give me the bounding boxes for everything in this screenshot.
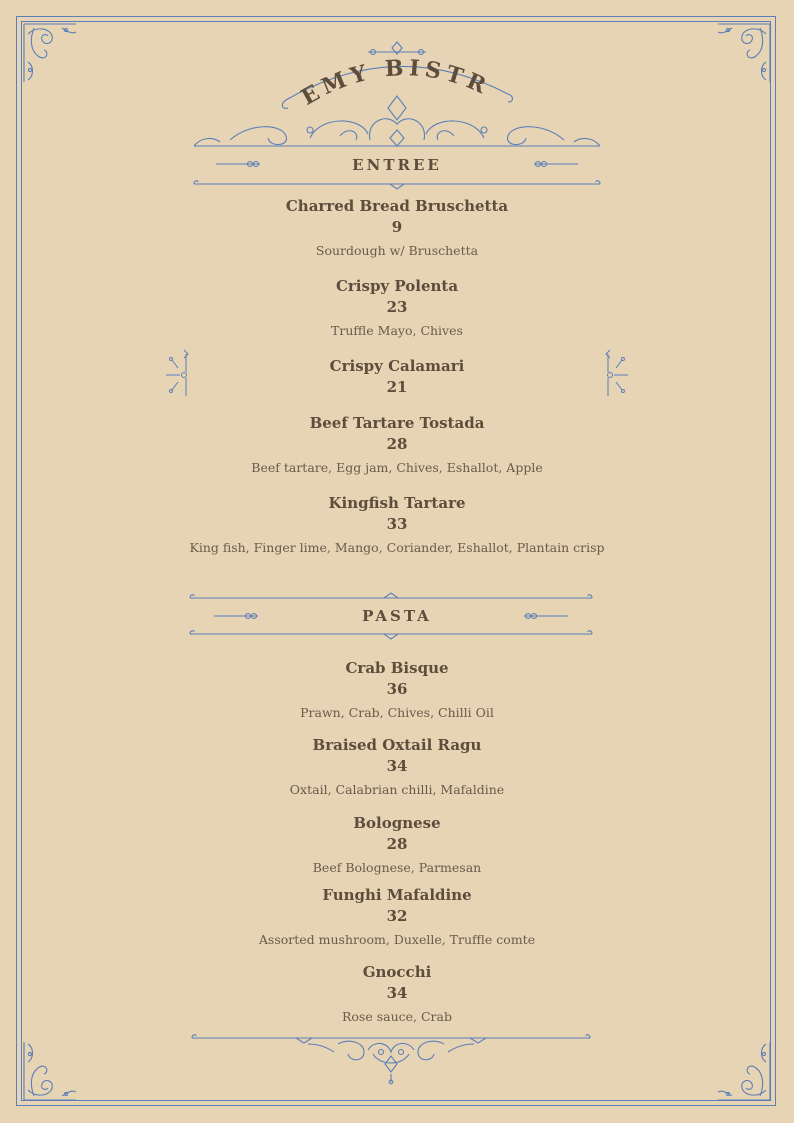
item-name: Bolognese bbox=[353, 814, 441, 832]
item-price: 9 bbox=[391, 218, 403, 236]
item-name: Kingfish Tartare bbox=[328, 494, 466, 512]
corner-ornament-top-right bbox=[716, 22, 772, 84]
menu-item bbox=[0, 196, 794, 260]
item-description: Beef tartare, Egg jam, Chives, Eshallot, Apple bbox=[251, 460, 543, 475]
section-title-entree: ENTREE bbox=[352, 156, 442, 174]
item-price: 32 bbox=[386, 907, 408, 925]
corner-ornament-bottom-right bbox=[716, 1040, 772, 1102]
menu-item bbox=[0, 493, 794, 557]
item-name: Crab Bisque bbox=[345, 659, 449, 677]
item-description: Sourdough w/ Bruschetta bbox=[315, 243, 479, 258]
footer-ornament bbox=[188, 1030, 594, 1086]
item-name: Crispy Polenta bbox=[335, 277, 459, 295]
menu-item bbox=[0, 735, 794, 799]
section-title-pasta: PASTA bbox=[362, 607, 432, 625]
corner-ornament-bottom-left bbox=[22, 1040, 78, 1102]
item-description: Prawn, Crab, Chives, Chilli Oil bbox=[300, 705, 494, 720]
item-price: 23 bbox=[386, 298, 408, 316]
restaurant-name: REMY BISTRO bbox=[177, 18, 495, 111]
item-description: Truffle Mayo, Chives bbox=[331, 323, 463, 338]
menu-item bbox=[0, 962, 794, 1026]
item-price: 28 bbox=[386, 835, 408, 853]
item-name: Funghi Mafaldine bbox=[322, 886, 472, 904]
corner-ornament-top-left bbox=[22, 22, 78, 84]
item-price: 36 bbox=[386, 680, 408, 698]
menu-item bbox=[0, 885, 794, 949]
menu-item bbox=[0, 658, 794, 722]
item-price: 34 bbox=[386, 757, 408, 775]
item-name: Crispy Calamari bbox=[329, 357, 465, 375]
item-description: Rose sauce, Crab bbox=[342, 1009, 452, 1024]
item-price: 21 bbox=[386, 378, 408, 396]
item-description: King fish, Finger lime, Mango, Coriander, Eshallot, Plantain crisp bbox=[189, 540, 605, 555]
menu-item bbox=[0, 356, 794, 397]
item-description: Oxtail, Calabrian chilli, Mafaldine bbox=[289, 782, 505, 797]
item-name: Gnocchi bbox=[362, 963, 432, 981]
menu-item bbox=[0, 276, 794, 340]
item-name: Beef Tartare Tostada bbox=[309, 414, 485, 432]
header-ornament bbox=[177, 18, 604, 150]
menu-item bbox=[0, 813, 794, 877]
menu-item bbox=[0, 413, 794, 477]
item-description: Assorted mushroom, Duxelle, Truffle comte bbox=[258, 932, 536, 947]
item-price: 34 bbox=[386, 984, 408, 1002]
item-name: Charred Bread Bruschetta bbox=[285, 197, 509, 215]
item-description: Beef Bolognese, Parmesan bbox=[312, 860, 482, 875]
item-name: Braised Oxtail Ragu bbox=[312, 736, 482, 754]
item-price: 33 bbox=[386, 515, 408, 533]
item-price: 28 bbox=[386, 435, 408, 453]
